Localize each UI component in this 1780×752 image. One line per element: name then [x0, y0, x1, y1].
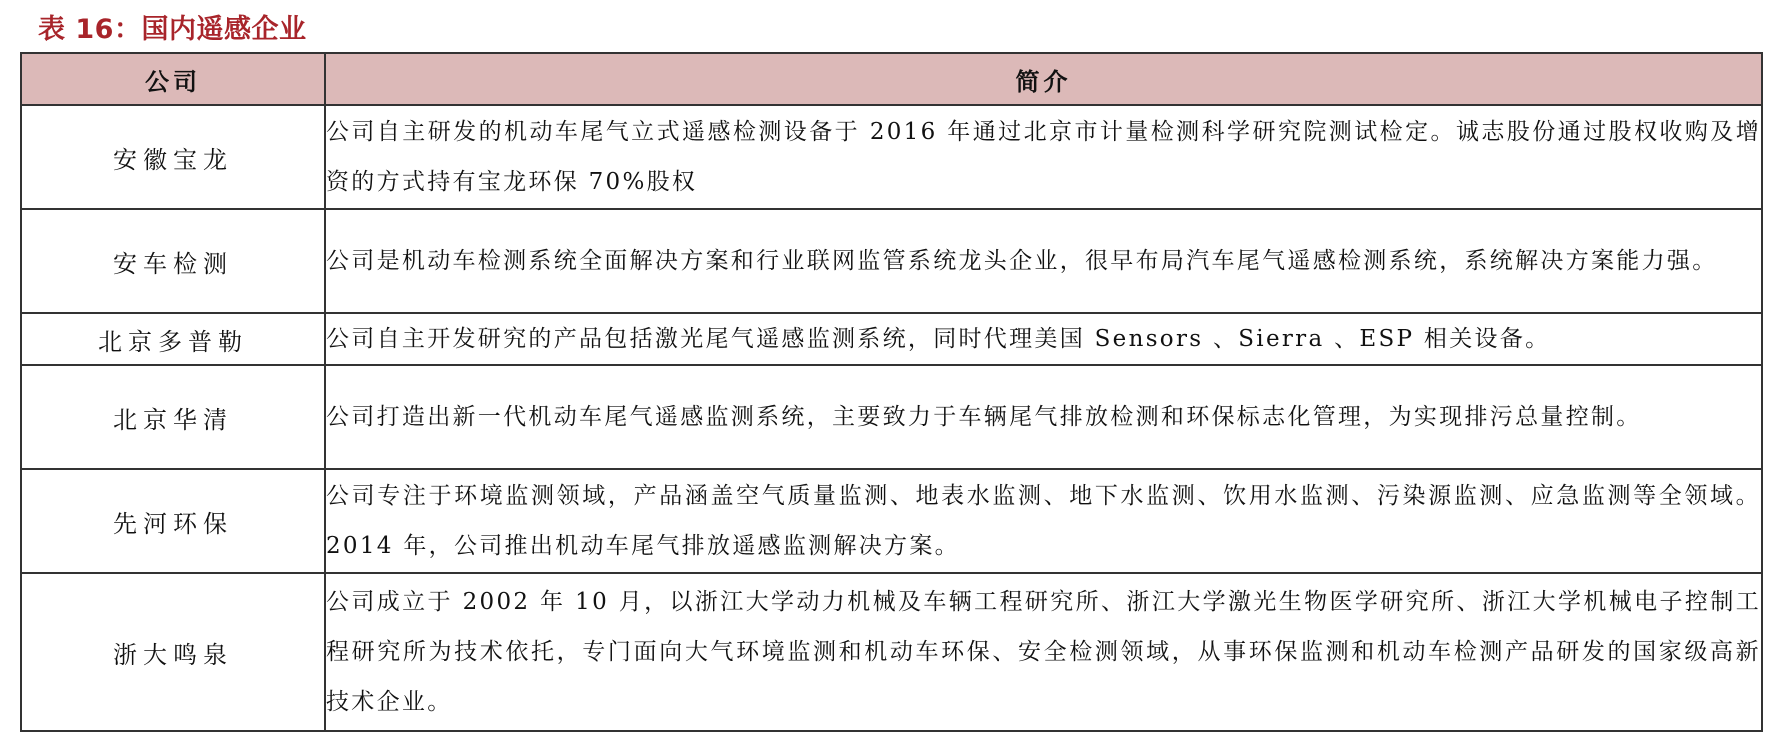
company-name: 北京华清 [21, 365, 325, 469]
table-row [21, 365, 1762, 469]
table-row [21, 469, 1762, 573]
company-name: 安徽宝龙 [21, 105, 325, 209]
company-name: 安车检测 [21, 209, 325, 313]
table-header-row [21, 53, 1762, 105]
company-description: 公司自主研发的机动车尾气立式遥感检测设备于 2016 年通过北京市计量检测科学研究院测试检定。诚志股份通过股权收购及增资的方式持有宝龙环保 70%股权 [325, 105, 1762, 209]
company-name: 浙大鸣泉 [21, 573, 325, 731]
company-description: 公司打造出新一代机动车尾气遥感监测系统，主要致力于车辆尾气排放检测和环保标志化管理，为实现排污总量控制。 [325, 365, 1762, 469]
header-company: 公司 [21, 53, 325, 105]
company-description: 公司成立于 2002 年 10 月，以浙江大学动力机械及车辆工程研究所、浙江大学激光生物医学研究所、浙江大学机械电子控制工程研究所为技术依托，专门面向大气环境监测和机动车环保、安全检测领域，从事环保监测和机动车检测产品研发的国家级高新技术企业。 [325, 573, 1762, 731]
table-row [21, 573, 1762, 731]
header-description: 简介 [325, 53, 1762, 105]
table-row [21, 105, 1762, 209]
company-name: 北京多普勒 [21, 313, 325, 365]
company-name: 先河环保 [21, 469, 325, 573]
table-row [21, 209, 1762, 313]
table-title: 表 16：国内遥感企业 [38, 14, 307, 45]
company-description: 公司专注于环境监测领域，产品涵盖空气质量监测、地表水监测、地下水监测、饮用水监测、污染源监测、应急监测等全领域。2014 年，公司推出机动车尾气排放遥感监测解决方案。 [325, 469, 1762, 573]
table-row [21, 313, 1762, 365]
company-description: 公司是机动车检测系统全面解决方案和行业联网监管系统龙头企业，很早布局汽车尾气遥感检测系统，系统解决方案能力强。 [325, 209, 1762, 313]
company-description: 公司自主开发研究的产品包括激光尾气遥感监测系统，同时代理美国 Sensors 、Sierra 、ESP 相关设备。 [325, 313, 1762, 365]
companies-table [20, 52, 1763, 732]
